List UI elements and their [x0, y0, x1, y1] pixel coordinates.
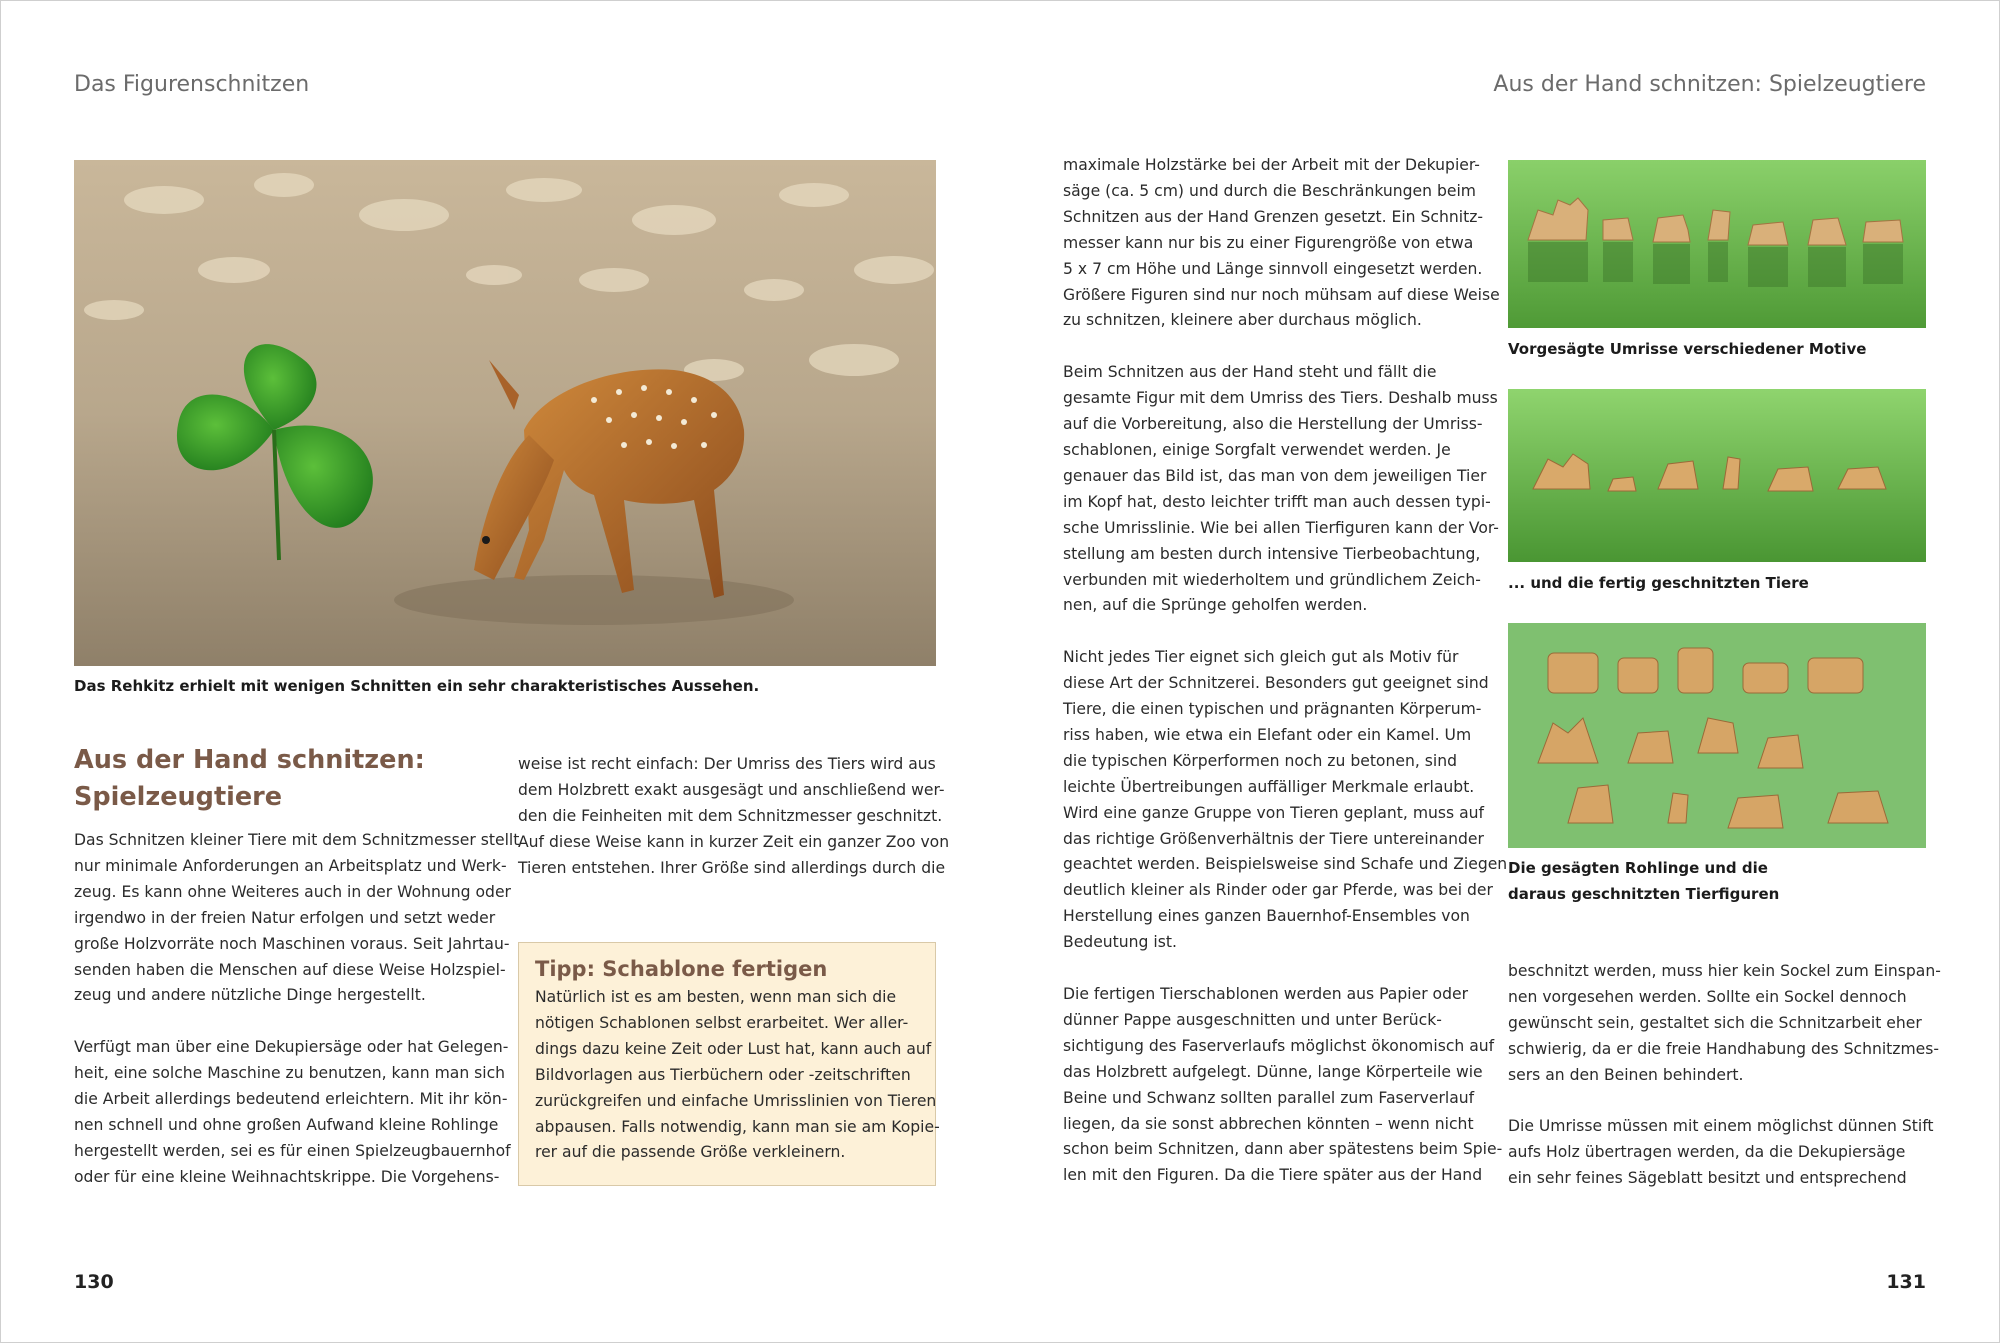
running-head-right: Aus der Hand schnitzen: Spielzeugtiere: [1493, 72, 1926, 97]
finished-animals-photo: [1508, 389, 1926, 562]
photo2-caption: ... und die fertig geschnitzten Tiere: [1508, 574, 1809, 592]
tip-title: Tipp: Schablone fertigen: [535, 957, 828, 981]
sawn-outlines-photo: [1508, 160, 1926, 328]
running-head-left: Das Figurenschnitzen: [74, 72, 310, 97]
page-number-right: 131: [1886, 1271, 1926, 1293]
tip-box: [518, 942, 940, 1186]
tip-text: Natürlich ist es am besten, wenn man sich die nötigen Schablonen selbst erarbeitet. Wer aller- dings dazu keine Zeit oder Lust hat, kann auch auf Bildvorlagen aus Tierbüchern oder -zeitschriften zurückgreifen und einfache Umrisslinien von Tieren abpausen. Falls notwendig, kann man sie am Kopie- rer auf die passende Größe verkleinern.: [535, 988, 940, 1162]
page-number-left: 130: [74, 1271, 114, 1293]
section-heading: Aus der Hand schnitzen: Spielzeugtiere: [74, 745, 425, 812]
body-column-4: beschnitzt werden, muss hier kein Sockel zum Einspan- nen vorgesehen werden. Sollte ein Sockel dennoch gewünscht sein, gestaltet sich die Schnitzarbeit eher schwierig, da er die freie Handhabung des Schnitzmes- sers an den Beinen behindert. Die Umrisse müssen mit einem möglichst dünnen Stift aufs Holz übertragen werden, da die Dekupiersäge ein sehr feines Sägeblatt besitzt und entsprechend: [1508, 962, 1941, 1188]
fawn-clover-photo: [74, 160, 936, 666]
photo1-caption: Vorgesägte Umrisse verschiedener Motive: [1508, 340, 1867, 358]
photo3-caption: Die gesägten Rohlinge und die daraus geschnitzten Tierfiguren: [1508, 859, 1780, 903]
blanks-and-figures-photo: [1508, 623, 1926, 848]
main-photo-caption: Das Rehkitz erhielt mit wenigen Schnitten ein sehr charakteristisches Aussehen.: [74, 677, 760, 695]
body-column-3: maximale Holzstärke bei der Arbeit mit der Dekupier- säge (ca. 5 cm) und durch die Beschränkungen beim Schnitzen aus der Hand Grenzen gesetzt. Ein Schnitz- messer kann nur bis zu einer Figurengröße von etwa 5 x 7 cm Höhe und Länge sinnvoll eingesetzt werden. Größere Figuren sind nur noch mühsam auf diese Weise zu schnitzen, kleinere aber durchaus möglich. Beim Schnitzen aus der Hand steht und fällt die gesamte Figur mit dem Umriss des Tiers. Deshalb muss auf die Vorbereitung, also die Herstellung der Umriss- schablonen, einige Sorgfalt verwendet werden. Je genauer das Bild ist, das man von dem jeweiligen Tier im Kopf hat, desto leichter trifft man auch dessen typi- sche Umrisslinie. Wie bei allen Tierfiguren kann der Vor- stellung am besten durch intensive Tierbeobachtung, verbunden mit wiederholtem und gründlichem Zeich- nen, auf die Sprünge geholfen werden. Nicht jedes Tier eignet sich gleich gut als Motiv für diese Art der Schnitzerei. Besonders gut geeignet sind Tiere, die einen typischen und prägnanten Körperum- riss haben, wie etwa ein Elefant oder ein Kamel. Um die typischen Körperformen noch zu betonen, sind leichte Übertreibungen auffälliger Merkmale erlaubt. Wird eine ganze Gruppe von Tieren geplant, muss auf das richtige Größenverhältnis der Tiere untereinander geachtet werden. Beispielsweise sind Schafe und Ziegen deutlich kleiner als Rinder oder gar Pferde, was bei der Herstellung eines ganzen Bauernhof-Ensembles von Bedeutung ist. Die fertigen Tierschablonen werden aus Papier oder dünner Pappe ausgeschnitten und unter Berück- sichtigung des Faserverlaufs möglichst ökonomisch auf das Holzbrett aufgelegt. Dünne, lange Körperteile wie Beine und Schwanz sollten parallel zum Faserverlauf liegen, da sie sonst abbrechen könnten – wenn nicht schon beim Schnitzen, dann aber spätestens beim Spie- len mit den Figuren. Da die Tiere später aus der Hand: [1063, 156, 1508, 1185]
body-column-1: Das Schnitzen kleiner Tiere mit dem Schnitzmesser stellt nur minimale Anforderungen an Arbeitsplatz und Werk- zeug. Es kann ohne Weiteres auch in der Wohnung oder irgendwo in der freien Natur erfolgen und setzt weder große Holzvorräte noch Maschinen voraus. Seit Jahrtau- senden haben die Menschen auf diese Weise Holzspiel- zeug und andere nützliche Dinge hergestellt. Verfügt man über eine Dekupiersäge oder hat Gelegen- heit, eine solche Maschine zu benutzen, kann man sich die Arbeit allerdings bedeutend erleichtern. Mit ihr kön- nen schnell und ohne großen Aufwand kleine Rohlinge hergestellt werden, sei es für einen Spielzeugbauernhof oder für eine kleine Weihnachtskrippe. Die Vorgehens-: [74, 831, 520, 1186]
body-column-2: weise ist recht einfach: Der Umriss des Tiers wird aus dem Holzbrett exakt ausgesägt und anschließend wer- den die Feinheiten mit dem Schnitzmesser geschnitzt. Auf diese Weise kann in kurzer Zeit ein ganzer Zoo von Tieren entstehen. Ihrer Größe sind allerdings durch die: [518, 755, 950, 877]
